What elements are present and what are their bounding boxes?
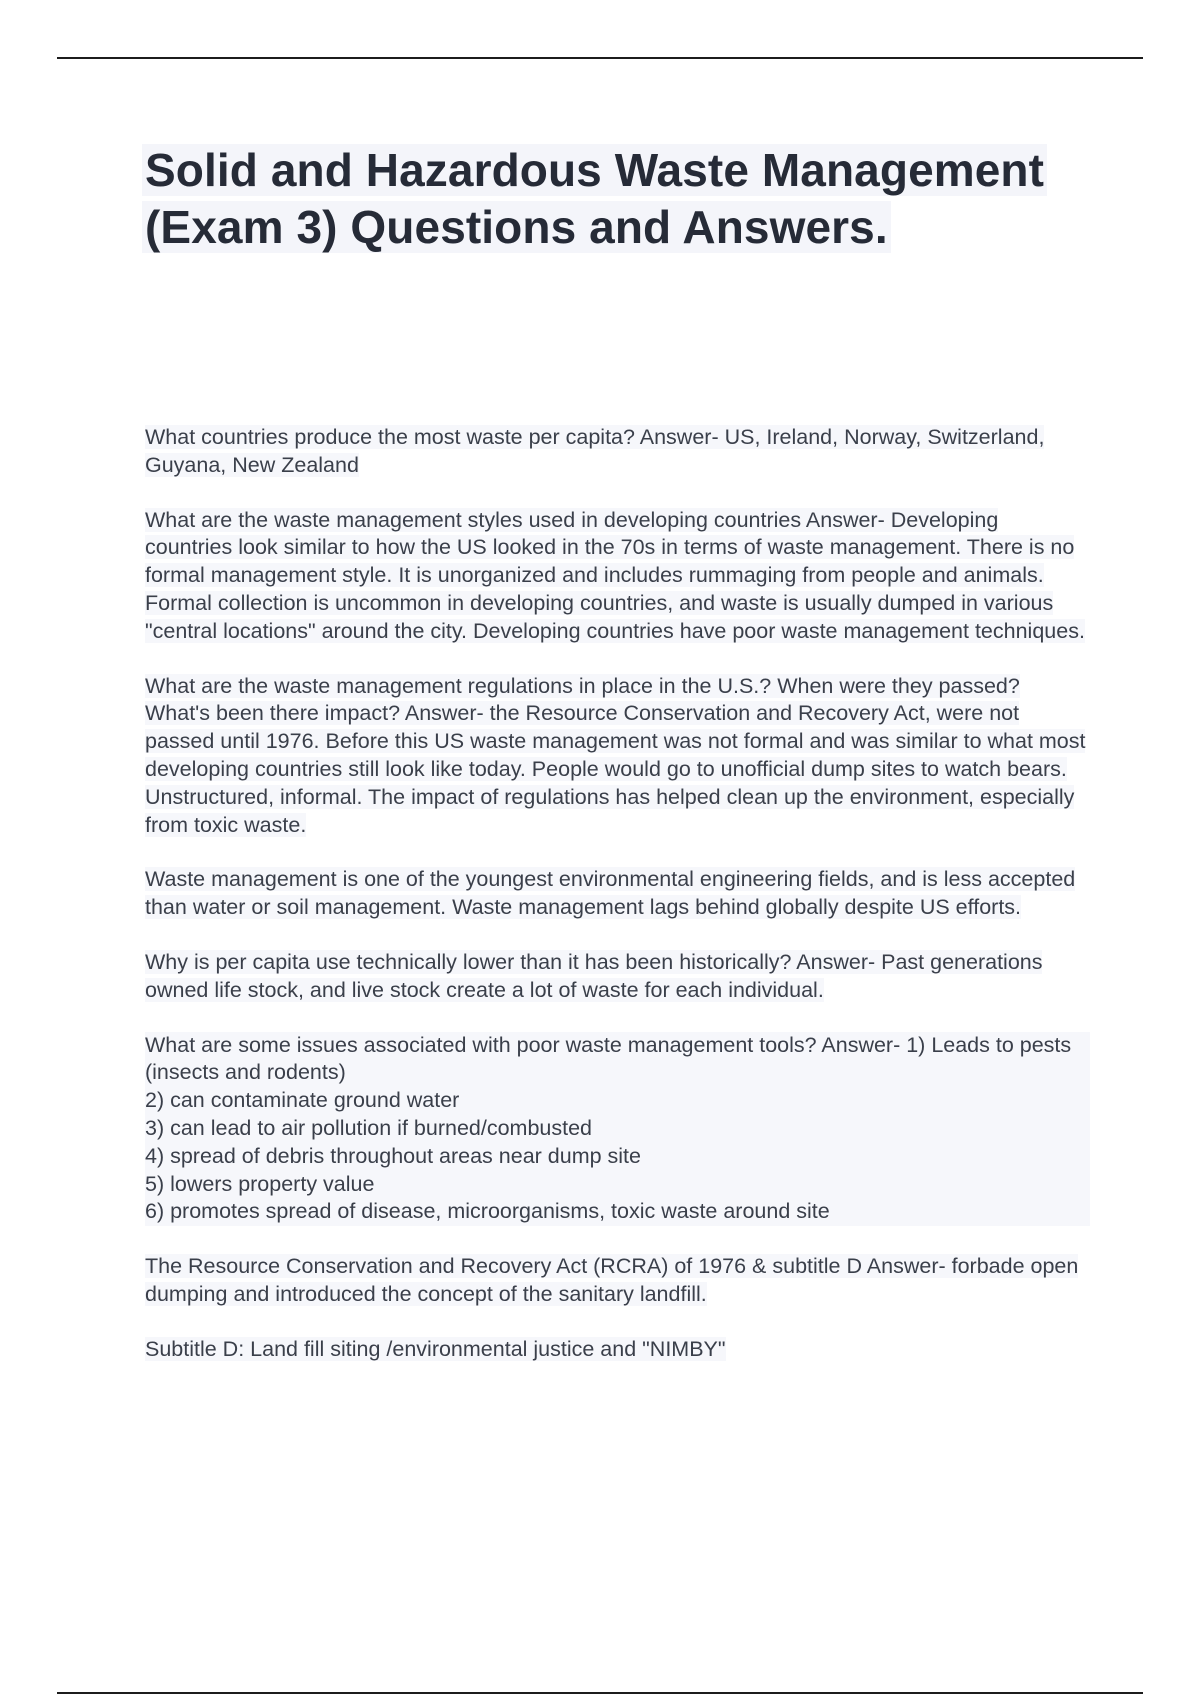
document-title: Solid and Hazardous Waste Management (Exam 3) Questions and Answers. — [142, 142, 1088, 256]
note-youngest-field: Waste management is one of the youngest environmental engineering fields, and is less accepted than water or soil management. Waste management lags behind globally despite US efforts. — [145, 867, 1076, 920]
issues-item: 2) can contaminate ground water — [145, 1087, 1090, 1115]
issues-question: What are some issues associated with poor waste management tools? Answer- 1) Leads to pests (insects and rodents) — [145, 1032, 1090, 1088]
qa-rcra: The Resource Conservation and Recovery Act (RCRA) of 1976 & subtitle D Answer- forbade open dumping and introduced the concept of the sanitary landfill. — [145, 1254, 1079, 1306]
bottom-rule — [57, 1692, 1143, 1694]
issues-item: 6) promotes spread of disease, microorganisms, toxic waste around site — [145, 1198, 1090, 1226]
qa-developing-styles: What are the waste management styles used in developing countries Answer- Developing countries look similar to how the US looked in the 70s in terms of waste management. There is no formal management style. It is unorganized and includes rummaging from people and animals. Formal collection is uncommon in developing countries, and waste is usually dumped in various "central locations" around the city. Developing countries have poor waste management techniques. — [145, 507, 1085, 643]
qa-us-regulations: What are the waste management regulations in place in the U.S.? When were they passed? What's been there impact? Answer- the Resource Conservation and Recovery Act, were not passed until 1976. Before this US waste management was not formal and was similar to what most developing countries still look like today. People would go to unofficial dump sites to watch bears. Unstructured, informal. The impact of regulations has helped clean up the environment, especially from toxic waste. — [145, 673, 1086, 837]
issues-item: 3) can lead to air pollution if burned/combusted — [145, 1115, 1090, 1143]
subtitle-d-note: Subtitle D: Land fill siting /environmental justice and "NIMBY" — [145, 1336, 726, 1361]
qa-countries: What countries produce the most waste per capita? Answer- US, Ireland, Norway, Switzerland, Guyana, New Zealand — [145, 425, 1045, 477]
top-rule — [57, 57, 1143, 59]
document-body — [145, 424, 1090, 1391]
qa-issues — [145, 1032, 1090, 1227]
issues-item: 5) lowers property value — [145, 1171, 1090, 1199]
issues-item: 4) spread of debris throughout areas near dump site — [145, 1143, 1090, 1171]
qa-per-capita: Why is per capita use technically lower than it has been historically? Answer- Past generations owned life stock, and live stock create a lot of waste for each individual. — [145, 949, 1043, 1002]
